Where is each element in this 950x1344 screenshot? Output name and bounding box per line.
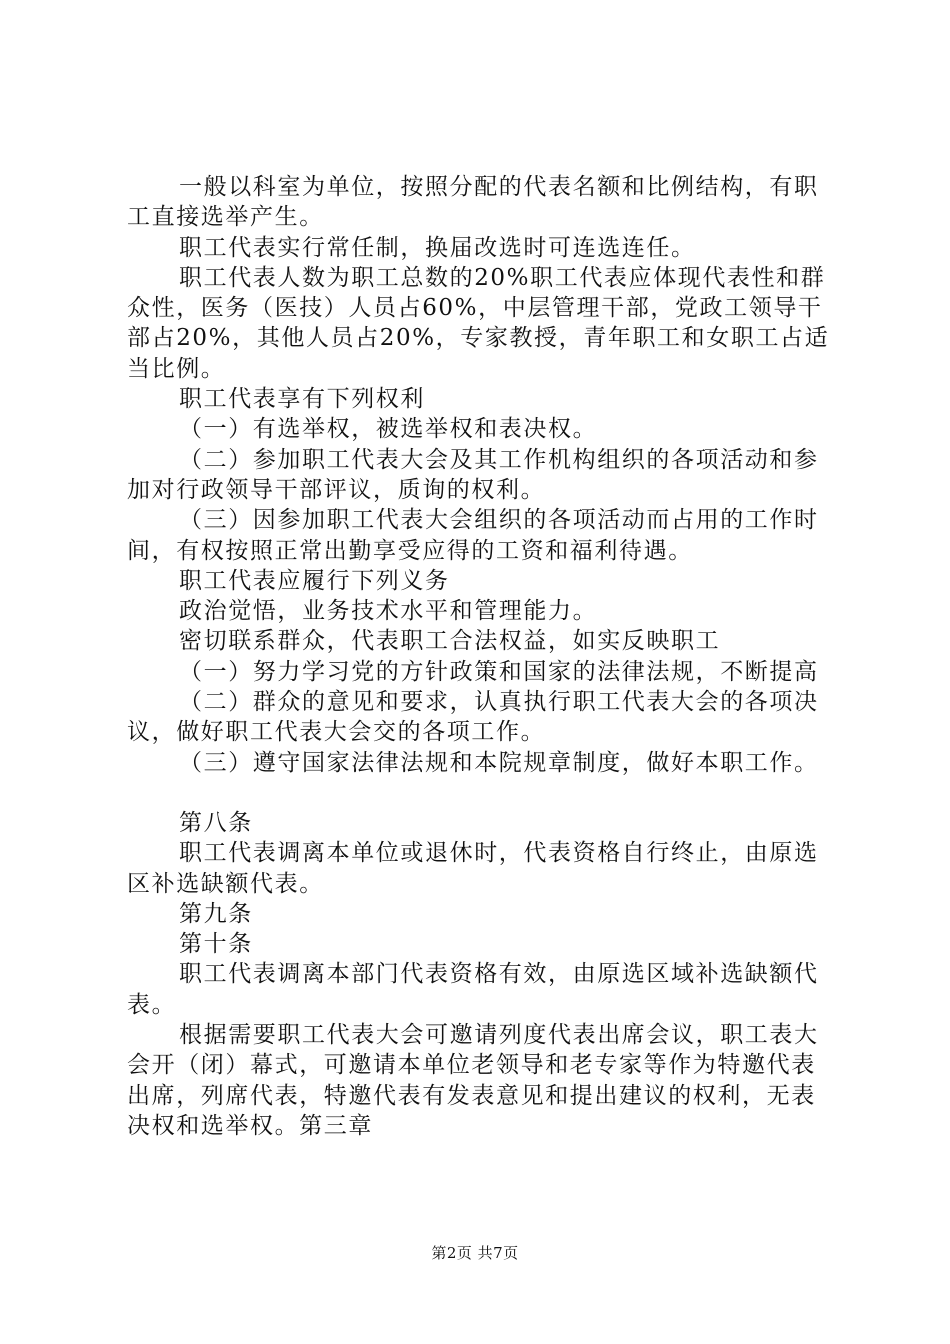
paragraph-duty-fragment-1: 政治觉悟，业务技术水平和管理能力。: [179, 598, 598, 625]
paragraph-article-10: 职工代表调离本部门代表资格有效，由原选区域补选缺额代表。: [127, 961, 819, 1018]
paragraph-invited-delegates: 根据需要职工代表大会可邀请列度代表出席会议，职工表大会开（闭）幕式，可邀请本单位老领导和老专家等作为特邀代表出席，列席代表，特邀代表有发表意见和提出建议的权利，无表决权和选举权。第三章: [127, 1022, 819, 1139]
article-10-heading: 第十条: [179, 931, 253, 958]
paragraph-right-3: （三）因参加职工代表大会组织的各项活动而占用的工作时间，有权按照正常出勤享受应得的工资和福利待遇。: [127, 507, 819, 564]
paragraph-election-method: 一般以科室为单位，按照分配的代表名额和比例结构，有职工直接选举产生。: [127, 174, 819, 231]
paragraph-duty-2: （二）群众的意见和要求，认真执行职工代表大会的各项决议，做好职工代表大会交的各项工作。: [127, 689, 819, 746]
paragraph-article-8: 职工代表调离本单位或退休时，代表资格自行终止，由原选区补选缺额代表。: [127, 840, 819, 897]
document-body: [127, 172, 837, 1141]
paragraph-gap: [127, 778, 837, 808]
paragraph-term-system: 职工代表实行常任制，换届改选时可连选连任。: [179, 234, 696, 261]
page-number-footer: 第2页 共7页: [431, 1244, 519, 1262]
paragraph-duty-1: （一）努力学习党的方针政策和国家的法律法规，不断提高: [179, 658, 819, 685]
paragraph-duty-fragment-2: 密切联系群众，代表职工合法权益，如实反映职工: [179, 628, 721, 655]
paragraph-rights-heading: 职工代表享有下列权利: [179, 386, 425, 413]
article-9-heading: 第九条: [179, 900, 253, 927]
paragraph-right-1: （一）有选举权，被选举权和表决权。: [179, 416, 598, 443]
article-8-heading: 第八条: [179, 809, 253, 836]
paragraph-duties-heading: 职工代表应履行下列义务: [179, 567, 450, 594]
paragraph-right-2: （二）参加职工代表大会及其工作机构组织的各项活动和参加对行政领导干部评议，质询的权利。: [127, 446, 819, 503]
paragraph-representative-ratio: 职工代表人数为职工总数的20%职工代表应体现代表性和群众性，医务（医技）人员占60%，中层管理干部，党政工领导干部占20%，其他人员占20%，专家教授，青年职工和女职工占适当比例。: [127, 264, 830, 382]
paragraph-duty-3: （三）遵守国家法律法规和本院规章制度，做好本职工作。: [179, 749, 819, 776]
